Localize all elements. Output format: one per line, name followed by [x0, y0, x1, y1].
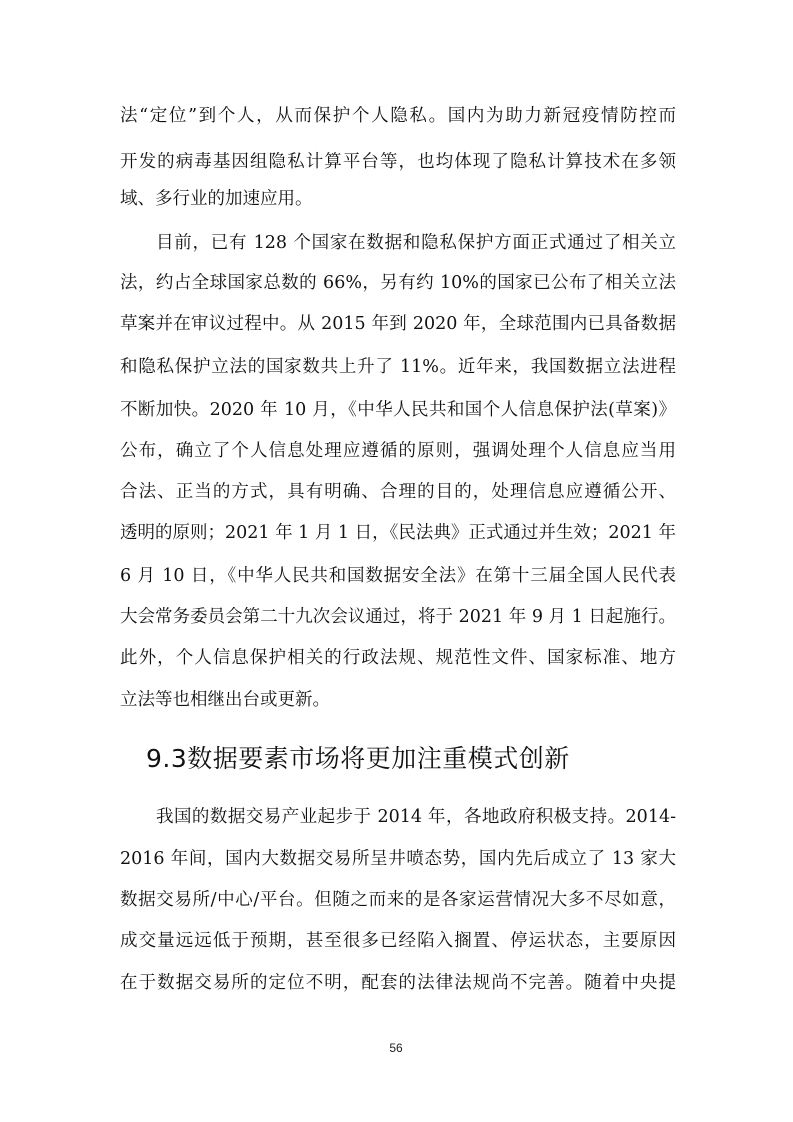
- paragraph-3-line-3: 数据交易所/中心/平台。但随之而来的是各家运营情况大多不尽如意，: [120, 890, 676, 910]
- paragraph-2-line-4: 和隐私保护立法的国家数共上升了 11%。近年来，我国数据立法进程: [120, 357, 676, 377]
- paragraph-2-line-2: 法，约占全球国家总数的 66%，另有约 10%的国家已公布了相关立法: [120, 273, 676, 293]
- paragraph-2-line-6: 公布，确立了个人信息处理应遵循的原则，强调处理个人信息应当用: [120, 441, 676, 461]
- paragraph-2-line-12: 立法等也相继出台或更新。: [120, 690, 330, 710]
- paragraph-3-line-2: 2016 年间，国内大数据交易所呈井喷态势，国内先后成立了 13 家大: [120, 849, 676, 869]
- paragraph-2-line-7: 合法、正当的方式，具有明确、合理的目的，处理信息应遵循公开、: [120, 482, 676, 502]
- paragraph-2-line-5: 不断加快。2020 年 10 月，《中华人民共和国个人信息保护法(草案)》: [120, 400, 676, 420]
- paragraph-1-line-2: 开发的病毒基因组隐私计算平台等，也均体现了隐私计算技术在多领: [120, 152, 676, 172]
- paragraph-3-line-4: 成交量远远低于预期，甚至很多已经陷入搁置、停运状态，主要原因: [120, 931, 676, 951]
- paragraph-3-line-1: 我国的数据交易产业起步于 2014 年，各地政府积极支持。2014-: [156, 807, 676, 827]
- paragraph-1-line-1: 法“定位”到个人，从而保护个人隐私。国内为助力新冠疫情防控而: [120, 106, 676, 126]
- page-number: 56: [389, 1041, 403, 1055]
- paragraph-2-line-10: 大会常务委员会第二十九次会议通过，将于 2021 年 9 月 1 日起施行。: [120, 607, 676, 627]
- paragraph-2-line-3: 草案并在审议过程中。从 2015 年到 2020 年，全球范围内已具备数据: [120, 314, 676, 334]
- paragraph-2-line-9: 6 月 10 日，《中华人民共和国数据安全法》在第十三届全国人民代表: [120, 566, 676, 586]
- paragraph-1-line-3: 域、多行业的加速应用。: [120, 189, 313, 209]
- paragraph-3-line-5: 在于数据交易所的定位不明，配套的法律法规尚不完善。随着中央提: [120, 973, 676, 993]
- section-heading: 9.3数据要素市场将更加注重模式创新: [146, 744, 570, 773]
- paragraph-2-line-11: 此外，个人信息保护相关的行政法规、规范性文件、国家标准、地方: [120, 648, 676, 668]
- paragraph-2-line-1: 目前，已有 128 个国家在数据和隐私保护方面正式通过了相关立: [156, 233, 676, 253]
- paragraph-2-line-8: 透明的原则；2021 年 1 月 1 日，《民法典》正式通过并生效；2021 年: [120, 523, 676, 543]
